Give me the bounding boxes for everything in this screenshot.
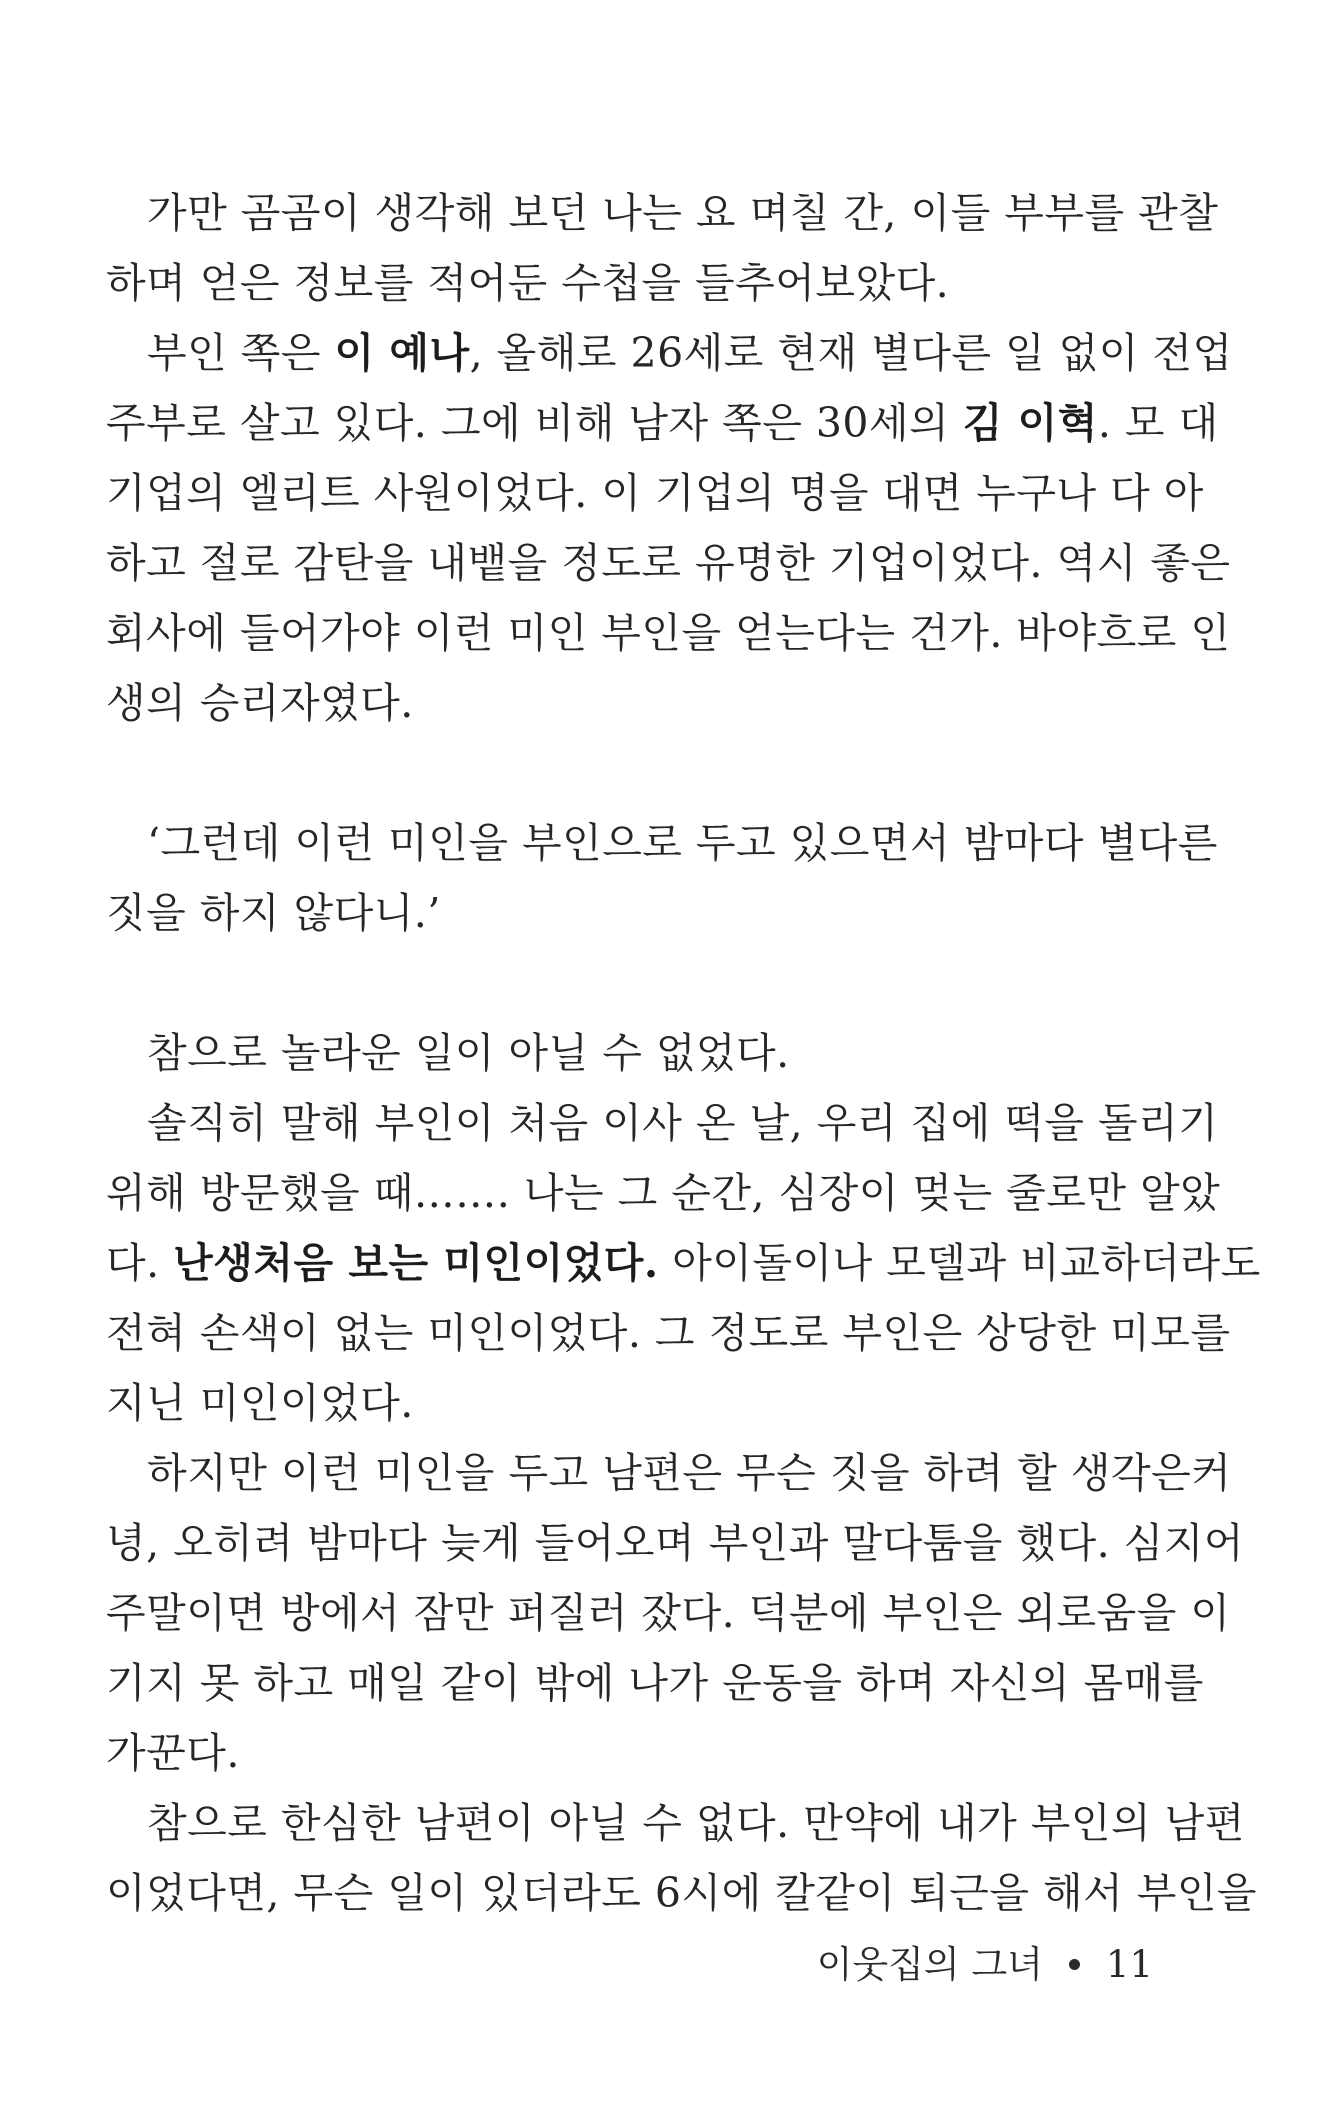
text-span: 주부로 살고 있다. 그에 비해 남자 쪽은 30세의 [106, 399, 963, 447]
text-span: 짓을 하지 않다니.’ [106, 889, 441, 937]
text-line [106, 318, 1233, 388]
text-span: 하고 절로 감탄을 내뱉을 정도로 유명한 기업이었다. 역시 좋은 [106, 539, 1231, 587]
page-footer [817, 1934, 1153, 1988]
text-line [106, 458, 1204, 528]
text-line [106, 598, 1231, 668]
text-span: 기업의 엘리트 사원이었다. 이 기업의 명을 대면 누구나 다 아 [106, 469, 1204, 517]
text-span: 주말이면 방에서 잠만 퍼질러 잤다. 덕분에 부인은 외로움을 이 [106, 1589, 1231, 1637]
text-line [106, 1718, 1154, 1788]
text-line [106, 1018, 1154, 1088]
text-span: 위해 방문했을 때……. 나는 그 순간, 심장이 멎는 줄로만 알았 [106, 1169, 1221, 1217]
text-line [106, 388, 1219, 458]
text-span: 생의 승리자였다. [106, 679, 414, 727]
text-line [106, 178, 1219, 248]
text-line [106, 668, 1154, 738]
text-line [106, 1578, 1231, 1648]
bold-name: 이 예나 [334, 329, 470, 377]
page-number: 11 [1105, 1943, 1153, 1986]
text-line [106, 528, 1231, 598]
text-span: 이었다면, 무슨 일이 있더라도 6시에 칼같이 퇴근을 해서 부인을 [106, 1869, 1258, 1917]
text-line [106, 808, 1218, 878]
text-line [106, 1298, 1231, 1368]
bold-name: 김 이혁 [962, 399, 1098, 447]
text-line [106, 1228, 1261, 1298]
text-span: . 모 대 [1097, 399, 1219, 447]
text-span: 다. [106, 1239, 174, 1287]
text-line [106, 1438, 1232, 1508]
text-span: 참으로 한심한 남편이 아닐 수 없다. 만약에 내가 부인의 남편 [147, 1799, 1245, 1847]
text-line [106, 1858, 1258, 1928]
text-line [106, 1788, 1245, 1858]
bullet-separator-icon [1069, 1959, 1080, 1970]
text-span: 하며 얻은 정보를 적어둔 수첩을 들추어보았다. [106, 259, 950, 307]
text-line [106, 248, 1154, 318]
text-span: 기지 못 하고 매일 같이 밖에 나가 운동을 하며 자신의 몸매를 [106, 1659, 1204, 1707]
running-title: 이웃집의 그녀 [816, 1943, 1043, 1986]
text-span: 지닌 미인이었다. [106, 1379, 414, 1427]
text-span: 회사에 들어가야 이런 미인 부인을 얻는다는 건가. 바야흐로 인 [106, 609, 1231, 657]
text-span: 하지만 이런 미인을 두고 남편은 무슨 짓을 하려 할 생각은커 [147, 1449, 1232, 1497]
text-span: , 올해로 26세로 현재 별다른 일 없이 전업 [469, 329, 1233, 377]
text-span: 전혀 손색이 없는 미인이었다. 그 정도로 부인은 상당한 미모를 [106, 1309, 1231, 1357]
text-span: 녕, 오히려 밤마다 늦게 들어오며 부인과 말다툼을 했다. 심지어 [106, 1519, 1244, 1567]
text-line [106, 1158, 1221, 1228]
text-span: 가만 곰곰이 생각해 보던 나는 요 며칠 간, 이들 부부를 관찰 [147, 189, 1219, 237]
text-line [106, 878, 1154, 948]
text-span: ‘그런데 이런 미인을 부인으로 두고 있으면서 밤마다 별다른 [147, 819, 1218, 867]
text-span: 아이돌이나 모델과 비교하더라도 [658, 1239, 1261, 1287]
text-line [106, 1508, 1244, 1578]
text-line [106, 1368, 1154, 1438]
text-span: 참으로 놀라운 일이 아닐 수 없었다. [147, 1029, 790, 1077]
text-line [106, 1648, 1204, 1718]
text-span: 가꾼다. [106, 1729, 240, 1777]
bold-emphasis: 난생처음 보는 미인이었다. [173, 1239, 659, 1287]
text-line [106, 1088, 1219, 1158]
text-span: 솔직히 말해 부인이 처음 이사 온 날, 우리 집에 떡을 돌리기 [147, 1099, 1219, 1147]
text-span: 부인 쪽은 [147, 329, 335, 377]
